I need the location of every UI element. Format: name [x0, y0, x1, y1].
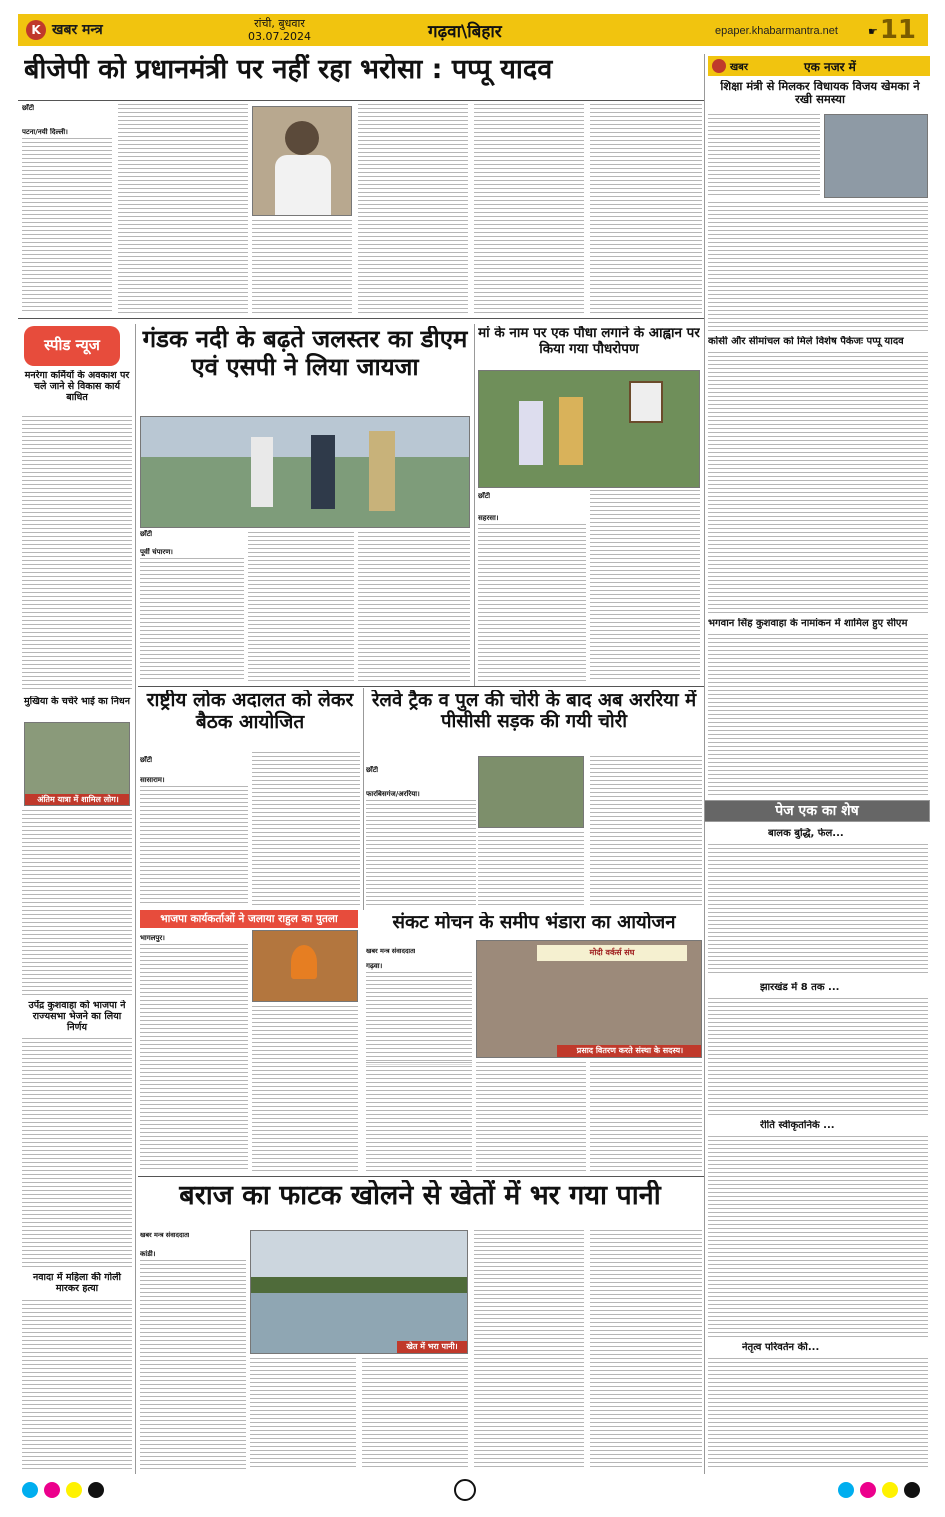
main-text-col-5 [474, 104, 584, 314]
railway-bureau: छाँटी [366, 766, 379, 774]
khabar-mantra-logo-icon: K [26, 20, 46, 40]
bhagwan-text [708, 634, 928, 796]
lok-adalat-bureau: छाँटी [140, 756, 153, 764]
tag-khabar: खबर [730, 62, 748, 73]
bhajpa-headline: भाजपा कार्यकर्ताओं ने जलाया राहुल का पुतला [140, 910, 358, 928]
koshi-headline: कोसी और सीमांचल को मिले विशेष पैकेजः पप्पू यादव [708, 336, 904, 347]
sankat-headline: संकट मोचन के समीप भंडारा का आयोजन [392, 912, 676, 933]
tree-plantation-photo [478, 370, 700, 488]
ek-nazar-bar [708, 56, 930, 76]
tree-text-1 [478, 524, 586, 682]
right-text-1 [708, 114, 820, 198]
railway-dateline: फारबिसगंज/अररिया। [366, 790, 420, 798]
main-text-col-2 [118, 104, 248, 314]
sankat-text-1 [366, 972, 472, 1068]
barrage-text-4 [474, 1230, 584, 1470]
barrage-text-1 [140, 1260, 246, 1470]
sankat-bureau: खबर मन्त्र संवाददाता [366, 947, 416, 955]
divider [138, 686, 704, 687]
effigy-burning-photo [252, 930, 358, 1002]
sankat-dateline: गढ़वा। [366, 962, 383, 970]
riti-text [708, 1136, 928, 1338]
railway-road-photo [478, 756, 584, 828]
funeral-photo [24, 722, 130, 806]
barrage-dateline: कांडी। [140, 1250, 156, 1258]
pappu-yadav-photo [252, 106, 352, 216]
netritva-headline: नेतृत्व परिवर्तन की... [742, 1342, 820, 1353]
lok-adalat-dateline: सासाराम। [140, 776, 165, 784]
crosshair-icon [454, 1479, 476, 1501]
black-mark-icon [904, 1482, 920, 1498]
railway-text-3 [590, 756, 702, 906]
speed-text-2 [22, 810, 132, 998]
khemka-meeting-photo [824, 114, 928, 198]
main-text-col-1 [22, 138, 112, 314]
gandak-text-1 [140, 558, 244, 682]
speed-text-4 [22, 1300, 132, 1470]
lok-adalat-text-1 [140, 786, 248, 906]
sankat-text-2 [366, 1062, 472, 1172]
speed-h3: उपेंद्र कुशवाहा को भाजपा ने राज्यसभा भेजने का लिया निर्णय [28, 1000, 126, 1033]
main-bureau: छाँटी [22, 104, 35, 112]
khabar-logo-icon [712, 59, 726, 73]
main-headline: बीजेपी को प्रधानमंत्री पर नहीं रहा भरोसा : पप्पू यादव [24, 54, 553, 85]
main-dateline: पटना/नयी दिल्ली। [22, 128, 68, 136]
divider [138, 1176, 704, 1177]
bhajpa-text-2 [252, 1006, 358, 1172]
bhajpa-text-1 [140, 944, 248, 1172]
tag-ek-nazar: एक नजर में [804, 60, 856, 74]
print-registration-strip [18, 1478, 928, 1502]
right-text-2 [708, 202, 928, 332]
column-rule [704, 54, 705, 1474]
railway-headline: रेलवे ट्रैक व पुल की चोरी के बाद अब अररिया में पीसीसी सड़क की गयी चोरी [371, 690, 697, 733]
railway-text-2 [478, 832, 584, 906]
riti-headline: रीति स्वीकृतनिके ... [760, 1120, 835, 1131]
jharkhand-text [708, 998, 928, 1118]
gandak-inspection-photo [140, 416, 470, 528]
speed-text-1 [22, 416, 132, 692]
column-rule [363, 688, 364, 910]
brand-name: खबर मन्त्र [52, 22, 103, 38]
sankat-text-4 [590, 1062, 702, 1172]
lok-adalat-text-2 [252, 752, 360, 906]
column-rule [135, 324, 136, 1474]
epaper-url[interactable]: epaper.khabarmantra.net [715, 25, 838, 37]
flooded-field-photo [250, 1230, 468, 1354]
divider [18, 318, 704, 319]
yellow-mark-icon [66, 1482, 82, 1498]
tree-dateline: सहरसा। [478, 514, 499, 522]
netritva-text [708, 1358, 928, 1468]
bhandara-banner: मोदी वर्कर्स संघ [537, 945, 687, 961]
funeral-photo-caption: अंतिम यात्रा में शामिल लोग। [25, 794, 130, 805]
gandak-headline: गंडक नदी के बढ़ते जलस्तर का डीएम एवं एसपी ने लिया जायजा [142, 326, 468, 381]
jharkhand-headline: झारखंड में 8 तक ... [760, 982, 840, 993]
magenta-mark-icon [860, 1482, 876, 1498]
right-headline-khemka: शिक्षा मंत्री से मिलकर विधायक विजय खेमका ने रखी समस्या [720, 80, 920, 107]
balak-headline: बालक बुद्धि, फेल... [768, 828, 844, 839]
page-one-remaining-box: पेज एक का शेष [704, 800, 930, 822]
railway-text-1 [366, 800, 476, 906]
lok-adalat-headline: राष्ट्रीय लोक अदालत को लेकर बैठक आयोजित [146, 690, 354, 733]
main-text-col-4 [358, 104, 468, 314]
barrage-bureau: खबर मन्त्र संवाददाता [140, 1231, 190, 1239]
city-day: रांची, बुधवार [254, 17, 305, 30]
barrage-headline: बराज का फाटक खोलने से खेतों में भर गया पानी [179, 1180, 661, 1211]
column-rule [474, 324, 475, 686]
speed-news-logo: स्पीड न्यूज [24, 326, 120, 366]
speed-h1: मनरेगा कर्मियों के अवकाश पर चले जाने से विकास कार्य बाधित [24, 370, 130, 403]
tree-headline: मां के नाम पर एक पौधा लगाने के आह्वान पर किया गया पौधरोपण [478, 326, 700, 357]
flooded-field-caption: खेत में भरा पानी। [397, 1341, 467, 1353]
magenta-mark-icon [44, 1482, 60, 1498]
speed-text-3 [22, 1038, 132, 1270]
cyan-mark-icon [838, 1482, 854, 1498]
gandak-text-3 [358, 532, 470, 682]
cursor-hand-icon: ☛ [868, 25, 878, 38]
bhagwan-headline: भगवान सिंह कुशवाहा के नामांकन में शामिल हुए सीएम [708, 618, 908, 629]
yellow-mark-icon [882, 1482, 898, 1498]
main-text-col-6 [590, 104, 702, 314]
black-mark-icon [88, 1482, 104, 1498]
divider [18, 100, 704, 101]
sankat-text-3 [476, 1062, 586, 1172]
barrage-text-2 [250, 1358, 356, 1470]
issue-date: 03.07.2024 [248, 30, 311, 43]
section-name: गढ़वा\बिहार [428, 22, 502, 42]
bhandara-photo-caption: प्रसाद वितरण करते संस्था के सदस्य। [557, 1045, 702, 1057]
barrage-text-3 [362, 1358, 468, 1470]
balak-text [708, 844, 928, 976]
tree-bureau: छाँटी [478, 492, 491, 500]
bhandara-photo [476, 940, 702, 1058]
gandak-text-2 [248, 532, 354, 682]
barrage-text-5 [590, 1230, 702, 1470]
koshi-text [708, 352, 928, 614]
cyan-mark-icon [22, 1482, 38, 1498]
dateline-block [248, 17, 311, 43]
speed-h2: मुखिया के चचेरे भाई का निधन [23, 696, 131, 707]
gandak-dateline: पूर्वी चंपारण। [140, 548, 173, 556]
page-number: 11 [879, 15, 916, 45]
tree-text-2 [590, 490, 700, 682]
speed-h4: नवादा में महिला की गोली मारकर हत्या [33, 1272, 121, 1294]
bhajpa-dateline: भागलपुर। [140, 934, 165, 942]
gandak-bureau: छाँटी [140, 530, 153, 538]
main-text-col-3 [252, 220, 352, 314]
